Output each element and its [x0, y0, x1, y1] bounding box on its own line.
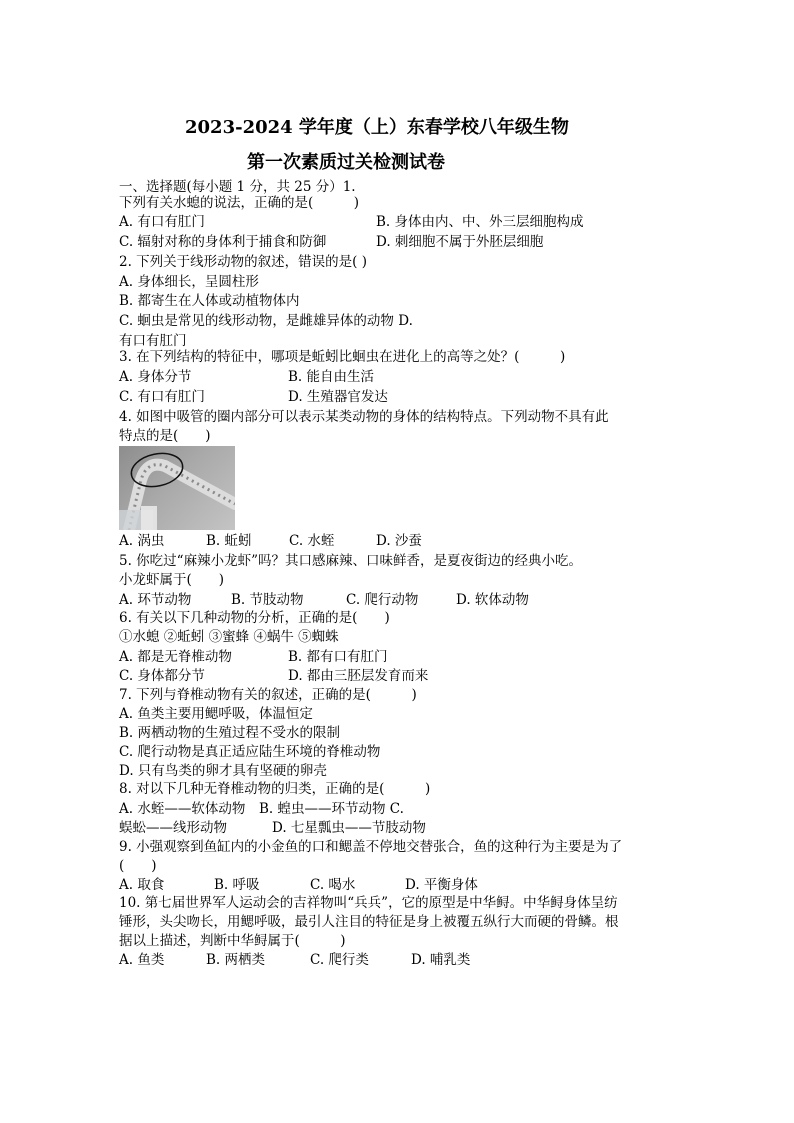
question-3-option-c: C. 有口有肛门: [119, 389, 205, 405]
question-9-option-a: A. 取食: [119, 877, 165, 893]
question-3-option-a: A. 身体分节: [119, 369, 192, 385]
question-2-option-a: A. 身体细长，呈圆柱形: [119, 274, 259, 290]
question-7-option-c: C. 爬行动物是真正适应陆生环境的脊椎动物: [119, 744, 381, 760]
question-10-stem: 10. 第七届世界军人运动会的吉祥物叫“兵兵”，它的原型是中华鲟。中华鲟身体呈纺: [119, 895, 618, 911]
question-4-option-a: A. 涡虫: [119, 533, 165, 549]
question-5-option-d: D. 软体动物: [456, 592, 529, 608]
question-5-stem: 5. 你吃过“麻辣小龙虾”吗？其口感麻辣、口味鲜香，是夏夜街边的经典小吃。: [119, 553, 582, 569]
section-heading: 一、选择题(每小题 1 分，共 25 分）1.: [119, 179, 356, 195]
question-1-option-b: B. 身体由内、中、外三层细胞构成: [376, 214, 584, 230]
question-5-stem-continued: 小龙虾属于( ): [119, 572, 225, 588]
question-9-stem: 9. 小强观察到鱼缸内的小金鱼的口和鳃盖不停地交替张合，鱼的这种行为主要是为了: [119, 839, 623, 855]
question-5-option-a: A. 环节动物: [119, 592, 192, 608]
question-10-option-b: B. 两栖类: [206, 952, 266, 968]
question-9-answer-blank: ( ): [119, 858, 157, 874]
question-10-option-a: A. 鱼类: [119, 952, 165, 968]
question-3-stem: 3. 在下列结构的特征中，哪项是蚯蚓比蛔虫在进化上的高等之处？( ): [119, 349, 566, 365]
straw-illustration: [119, 446, 235, 530]
question-6-option-a: A. 都是无脊椎动物: [119, 649, 232, 665]
question-7-option-b: B. 两栖动物的生殖过程不受水的限制: [119, 725, 341, 741]
question-7-option-a: A. 鱼类主要用鳃呼吸，体温恒定: [119, 706, 313, 722]
question-1-stem: 下列有关水螅的说法，正确的是( ): [119, 195, 360, 211]
question-5-option-c: C. 爬行动物: [346, 592, 419, 608]
question-10-option-c: C. 爬行类: [310, 952, 369, 968]
exam-title-line2: 第一次素质过关检测试卷: [247, 152, 445, 173]
question-3-option-b: B. 能自由生活: [288, 369, 375, 385]
question-1-option-d: D. 刺细胞不属于外胚层细胞: [376, 234, 544, 250]
question-3-option-d: D. 生殖器官发达: [288, 389, 388, 405]
question-4-option-c: C. 水蛭: [289, 533, 335, 549]
straw-figure: [119, 446, 235, 530]
exam-title-line1: 2023-2024 学年度（上）东春学校八年级生物: [185, 117, 569, 138]
question-9-option-c: C. 喝水: [310, 877, 356, 893]
question-5-option-b: B. 节肢动物: [231, 592, 304, 608]
question-1-option-c: C. 辐射对称的身体利于捕食和防御: [119, 234, 327, 250]
question-6-option-d: D. 都由三胚层发育而来: [288, 668, 429, 684]
question-10-stem-continued-2: 据以上描述，判断中华鲟属于( ): [119, 933, 346, 949]
question-4-option-d: D. 沙蚕: [376, 533, 422, 549]
question-4-stem-continued: 特点的是( ): [119, 428, 211, 444]
question-6-animal-list: ①水螅 ②蚯蚓 ③蜜蜂 ④蜗牛 ⑤蜘蛛: [119, 629, 339, 645]
question-1-option-a: A. 有口有肛门: [119, 214, 205, 230]
question-8-option-a: A. 水蛭——软体动物: [119, 801, 246, 817]
question-6-option-c: C. 身体都分节: [119, 668, 205, 684]
question-6-stem: 6. 有关以下几种动物的分析，正确的是( ): [119, 610, 390, 626]
question-2-option-d: 有口有肛门: [119, 333, 187, 349]
question-8-stem: 8. 对以下几种无脊椎动物的归类，正确的是( ): [119, 781, 431, 797]
question-4-option-b: B. 蚯蚓: [206, 533, 252, 549]
question-8-option-b: B. 蝗虫——环节动物 C.: [259, 801, 404, 817]
question-2-option-b: B. 都寄生在人体或动植物体内: [119, 293, 300, 309]
question-2-stem: 2. 下列关于线形动物的叙述，错误的是( ): [119, 254, 367, 270]
question-8-option-c: 蜈蚣——线形动物: [119, 820, 227, 836]
question-9-option-d: D. 平衡身体: [405, 877, 478, 893]
question-7-stem: 7. 下列与脊椎动物有关的叙述，正确的是( ): [119, 687, 417, 703]
question-8-option-d: D. 七星瓢虫——节肢动物: [272, 820, 426, 836]
question-10-option-d: D. 哺乳类: [411, 952, 471, 968]
question-2-option-c: C. 蛔虫是常见的线形动物，是雌雄异体的动物 D.: [119, 313, 413, 329]
question-9-option-b: B. 呼吸: [214, 877, 260, 893]
question-6-option-b: B. 都有口有肛门: [288, 649, 388, 665]
question-7-option-d: D. 只有鸟类的卵才具有坚硬的卵壳: [119, 763, 327, 779]
question-10-stem-continued-1: 锤形，头尖吻长，用鳃呼吸，最引人注目的特征是身上被覆五纵行大而硬的骨鳞。根: [119, 914, 619, 930]
question-4-stem: 4. 如图中吸管的圈内部分可以表示某类动物的身体的结构特点。下列动物不具有此: [119, 409, 609, 425]
